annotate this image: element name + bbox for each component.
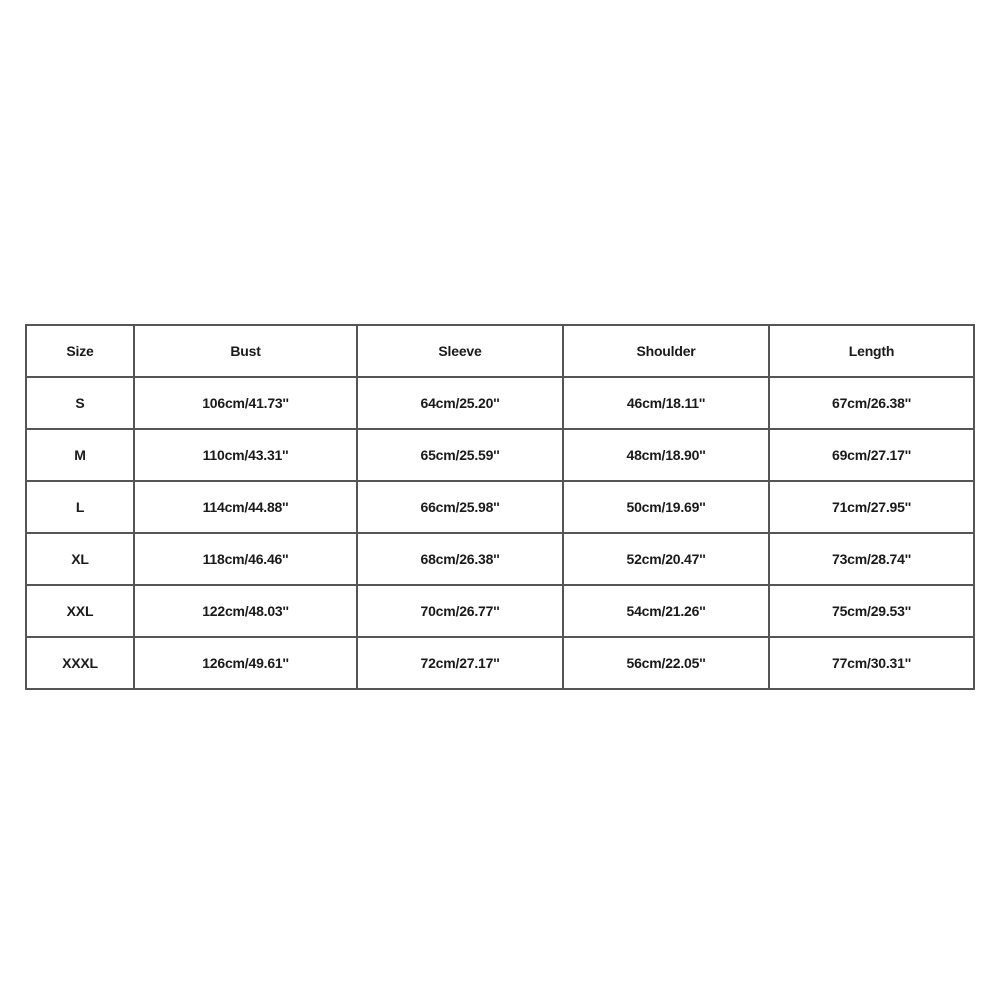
size-chart-table bbox=[25, 324, 975, 690]
sleeve-cell: 65cm/25.59'' bbox=[357, 429, 563, 481]
length-cell: 69cm/27.17'' bbox=[769, 429, 974, 481]
header-shoulder: Shoulder bbox=[563, 325, 769, 377]
size-cell: L bbox=[26, 481, 134, 533]
table-row bbox=[26, 533, 974, 585]
length-cell: 77cm/30.31'' bbox=[769, 637, 974, 689]
table-row bbox=[26, 637, 974, 689]
shoulder-cell: 54cm/21.26'' bbox=[563, 585, 769, 637]
length-cell: 73cm/28.74'' bbox=[769, 533, 974, 585]
shoulder-cell: 46cm/18.11'' bbox=[563, 377, 769, 429]
sleeve-cell: 70cm/26.77'' bbox=[357, 585, 563, 637]
bust-cell: 118cm/46.46'' bbox=[134, 533, 357, 585]
sleeve-cell: 64cm/25.20'' bbox=[357, 377, 563, 429]
size-cell: XXXL bbox=[26, 637, 134, 689]
sleeve-cell: 66cm/25.98'' bbox=[357, 481, 563, 533]
table-row bbox=[26, 585, 974, 637]
header-row bbox=[26, 325, 974, 377]
size-cell: M bbox=[26, 429, 134, 481]
header-size: Size bbox=[26, 325, 134, 377]
length-cell: 75cm/29.53'' bbox=[769, 585, 974, 637]
length-cell: 67cm/26.38'' bbox=[769, 377, 974, 429]
size-cell: XXL bbox=[26, 585, 134, 637]
sleeve-cell: 68cm/26.38'' bbox=[357, 533, 563, 585]
header-bust: Bust bbox=[134, 325, 357, 377]
shoulder-cell: 48cm/18.90'' bbox=[563, 429, 769, 481]
bust-cell: 106cm/41.73'' bbox=[134, 377, 357, 429]
table-row bbox=[26, 377, 974, 429]
bust-cell: 126cm/49.61'' bbox=[134, 637, 357, 689]
bust-cell: 110cm/43.31'' bbox=[134, 429, 357, 481]
sleeve-cell: 72cm/27.17'' bbox=[357, 637, 563, 689]
table-row bbox=[26, 481, 974, 533]
size-cell: S bbox=[26, 377, 134, 429]
shoulder-cell: 56cm/22.05'' bbox=[563, 637, 769, 689]
header-length: Length bbox=[769, 325, 974, 377]
header-sleeve: Sleeve bbox=[357, 325, 563, 377]
size-cell: XL bbox=[26, 533, 134, 585]
shoulder-cell: 52cm/20.47'' bbox=[563, 533, 769, 585]
bust-cell: 122cm/48.03'' bbox=[134, 585, 357, 637]
bust-cell: 114cm/44.88'' bbox=[134, 481, 357, 533]
length-cell: 71cm/27.95'' bbox=[769, 481, 974, 533]
table-row bbox=[26, 429, 974, 481]
shoulder-cell: 50cm/19.69'' bbox=[563, 481, 769, 533]
